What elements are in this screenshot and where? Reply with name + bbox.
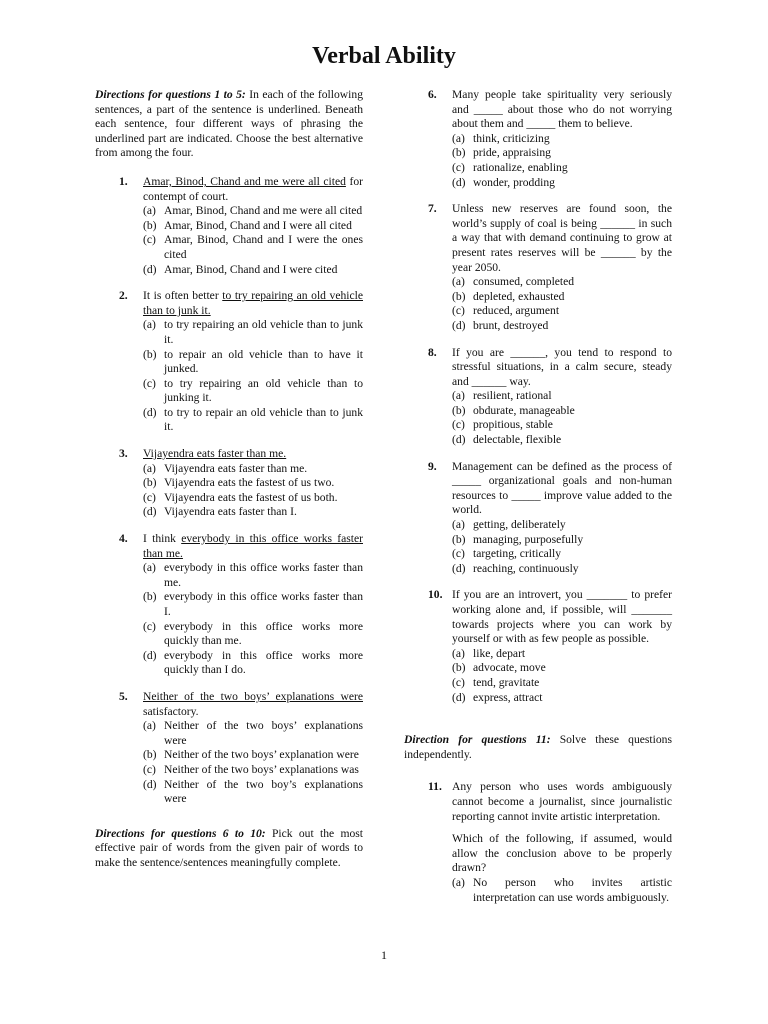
option-letter: (b) [143,476,157,490]
question-number: 7. [428,202,437,216]
answer-option [143,462,363,477]
question-number: 10. [428,588,443,602]
answer-option [452,404,672,419]
answer-option [143,476,363,491]
question-item [404,780,672,905]
option-text: Vijayendra eats faster than I. [164,505,297,519]
option-letter: (a) [143,719,156,733]
answer-option [452,647,672,662]
directions-text: Solve these questions independently. [404,733,672,761]
question-stem [143,447,363,462]
question-number: 4. [119,532,128,546]
question-stem [143,690,363,719]
question-prompt: Which of the following, if assumed, would allow the conclusion above to be properly drawn? [452,832,672,875]
question-number: 6. [428,88,437,101]
underlined-phrase: everybody in this office works faster than me. [143,532,363,560]
answer-option [452,518,672,533]
option-letter: (a) [452,275,465,289]
right-column [404,88,672,905]
stem-text: for contempt of court. [143,174,363,203]
option-text: brunt, destroyed [473,318,549,332]
option-letter: (b) [452,146,466,160]
answer-option [452,691,672,706]
option-text: Amar, Binod, Chand and I were all cited [164,218,352,232]
option-letter: (d) [143,505,157,519]
option-text: Vijayendra eats faster than me. [164,461,308,475]
option-text: everybody in this office works more quickly than I do. [164,648,363,677]
option-text: managing, purposefully [473,532,584,546]
option-letter: (d) [452,433,466,447]
option-text: obdurate, manageable [473,403,575,417]
question-item [404,88,672,190]
option-text: advocate, move [473,661,546,675]
question-stem [143,289,363,318]
answer-option [452,661,672,676]
option-text: everybody in this office works faster than me. [164,561,363,589]
option-text: everybody in this office works faster than I. [164,590,363,618]
option-letter: (c) [143,376,156,390]
option-text: consumed, completed [473,275,575,289]
question-stem [452,202,672,275]
question-stem [452,780,672,824]
option-letter: (b) [143,748,157,762]
question-number: 9. [428,459,437,473]
answer-option [452,146,672,161]
option-letter: (d) [143,262,157,276]
option-letter: (d) [452,318,466,332]
underlined-phrase: Amar, Binod, Chand and me were all cited [143,174,346,188]
option-text: getting, deliberately [473,518,566,532]
option-letter: (c) [452,547,465,561]
question-number: 8. [428,345,437,359]
question-number: 2. [119,289,128,303]
answer-option [452,876,672,905]
option-text: to try repairing an old vehicle than to junk it. [164,318,363,346]
option-letter: (b) [143,218,157,232]
answer-option [143,377,363,406]
directions-1-5 [95,88,363,161]
question-item [95,532,363,678]
answer-option [452,676,672,691]
answer-option [143,204,363,219]
question-item [404,346,672,448]
underlined-phrase: to try repairing an old vehicle than to junk it. [143,289,363,317]
answer-option [143,219,363,234]
question-item [404,460,672,577]
option-letter: (b) [143,590,157,604]
option-text: tend, gravitate [473,675,540,689]
option-letter: (c) [452,160,465,174]
stem-text: Any person who uses words ambiguously cannot become a journalist, since journalistic reporting cannot invite artistic interpretation. [452,780,672,823]
option-text: Neither of the two boys’ explanations were [164,719,363,747]
option-letter: (d) [143,648,157,662]
option-text: depleted, exhausted [473,289,565,303]
answer-option [143,406,363,435]
answer-option [143,233,363,262]
answer-option [143,719,363,748]
option-text: to repair an old vehicle than to have it junked. [164,347,363,376]
answer-option [452,176,672,191]
stem-text: If you are ______, you tend to respond to stressful situations, in a calm secure, steady and ______ way. [452,345,672,388]
answer-option [143,748,363,763]
option-text: reaching, continuously [473,561,579,575]
answer-option [143,318,363,347]
answer-option [143,620,363,649]
underlined-phrase: Neither of the two boys’ explanations were [143,689,363,703]
underlined-phrase: Vijayendra eats faster than me. [143,447,287,461]
option-letter: (c) [452,304,465,318]
answer-option [452,304,672,319]
directions-lead: Directions for questions 1 to 5: [95,88,246,101]
answer-option [452,433,672,448]
option-letter: (d) [452,561,466,575]
stem-text: It is often better [143,289,223,303]
option-letter: (c) [143,233,156,247]
option-letter: (d) [143,777,157,791]
option-letter: (a) [452,131,465,145]
option-letter: (c) [143,619,156,633]
answer-option [143,561,363,590]
answer-option [143,763,363,778]
question-item [95,289,363,435]
option-letter: (c) [452,675,465,689]
option-letter: (d) [143,405,157,419]
answer-option [452,161,672,176]
option-text: Amar, Binod, Chand and I were cited [164,262,338,276]
question-stem [452,346,672,390]
option-text: targeting, critically [473,547,561,561]
option-text: like, depart [473,646,526,660]
answer-option [143,491,363,506]
option-letter: (b) [143,347,157,361]
answer-option [143,649,363,678]
option-text: reduced, argument [473,304,560,318]
option-text: No person who invites artistic interpretation can use words ambiguously. [473,875,672,904]
stem-text: Management can be defined as the process of _____ organizational goals and non-human resources to _____ improve value added to the world. [452,459,672,517]
option-text: wonder, prodding [473,175,555,189]
answer-option [452,132,672,147]
answer-option [143,590,363,619]
option-text: think, criticizing [473,131,550,145]
option-letter: (d) [452,690,466,704]
option-text: Neither of the two boys’ explanations was [164,762,359,776]
stem-text: I think [143,532,182,546]
option-letter: (b) [452,661,466,675]
question-number: 3. [119,447,128,461]
answer-option [452,290,672,305]
directions-6-10 [95,827,363,871]
option-letter: (b) [452,289,466,303]
option-text: Vijayendra eats the fastest of us both. [164,490,338,504]
answer-option [143,778,363,807]
answer-option [143,348,363,377]
option-letter: (a) [452,389,465,403]
option-letter: (d) [452,175,466,189]
option-text: express, attract [473,690,543,704]
option-letter: (c) [143,762,156,776]
answer-option [452,389,672,404]
stem-text: Many people take spirituality very seriously and _____ about those who do not worrying about them and _____ them to believe. [452,88,672,131]
stem-text: If you are an introvert, you _______ to prefer working alone and, if possible, will _______ towards projects where you can work by yourself or with as few people as possible. [452,588,672,646]
option-text: Amar, Binod, Chand and I were the ones cited [164,233,363,261]
directions-lead: Directions for questions 6 to 10: [95,826,266,840]
option-letter: (a) [143,318,156,332]
option-letter: (a) [143,204,156,218]
option-text: pride, appraising [473,146,551,160]
option-letter: (a) [452,646,465,660]
answer-option [452,275,672,290]
option-letter: (c) [143,490,156,504]
answer-option [452,562,672,577]
question-item [95,175,363,277]
option-text: Amar, Binod, Chand and me were all cited [164,204,363,218]
option-text: resilient, rational [473,389,552,403]
answer-option [452,533,672,548]
question-stem [452,88,672,132]
directions-text: In each of the following sentences, a part of the sentence is underlined. Beneath each sentence, four different ways of phrasing the underlined part are indicated. Choose the best alternative from among the four. [95,88,363,160]
directions-lead: Direction for questions 11: [404,733,551,747]
answer-option [143,505,363,520]
question-number: 1. [119,174,128,188]
question-item [95,690,363,807]
option-text: delectable, flexible [473,433,562,447]
question-item [95,447,363,520]
question-stem [143,175,363,204]
question-stem [143,532,363,561]
option-letter: (b) [452,532,466,546]
option-text: Neither of the two boy’s explanations were [164,777,363,806]
option-text: Neither of the two boys’ explanation were [164,748,359,762]
question-stem [452,460,672,518]
answer-option [452,319,672,334]
question-stem [452,588,672,646]
page-number: 1 [381,948,387,962]
option-letter: (a) [143,461,156,475]
option-text: everybody in this office works more quickly than me. [164,619,363,648]
page-title: Verbal Ability [312,43,456,69]
stem-text: satisfactory. [143,704,199,718]
stem-text: Unless new reserves are found soon, the world’s supply of coal is being ______ in such a way that with demand continuing to grow at present rates reserves will be ______ by the year 2050. [452,202,672,274]
option-letter: (a) [452,875,465,889]
question-item [404,588,672,705]
left-column [95,88,363,871]
option-letter: (a) [143,561,156,575]
option-text: rationalize, enabling [473,160,568,174]
directions-11 [404,733,672,762]
directions-text: Pick out the most effective pair of words from the given pair of words to make the sentence/sentences meaningfully complete. [95,826,363,869]
option-letter: (b) [452,403,466,417]
option-text: to try repairing an old vehicle than to junking it. [164,376,363,405]
answer-option [452,547,672,562]
option-text: Vijayendra eats the fastest of us two. [164,476,335,490]
question-item [404,202,672,333]
option-text: propitious, stable [473,418,553,432]
option-text: to try to repair an old vehicle than to junk it. [164,405,363,434]
option-letter: (a) [452,518,465,532]
answer-option [452,418,672,433]
answer-option [143,263,363,278]
option-letter: (c) [452,418,465,432]
question-number: 5. [119,689,128,703]
question-number: 11. [428,780,442,794]
